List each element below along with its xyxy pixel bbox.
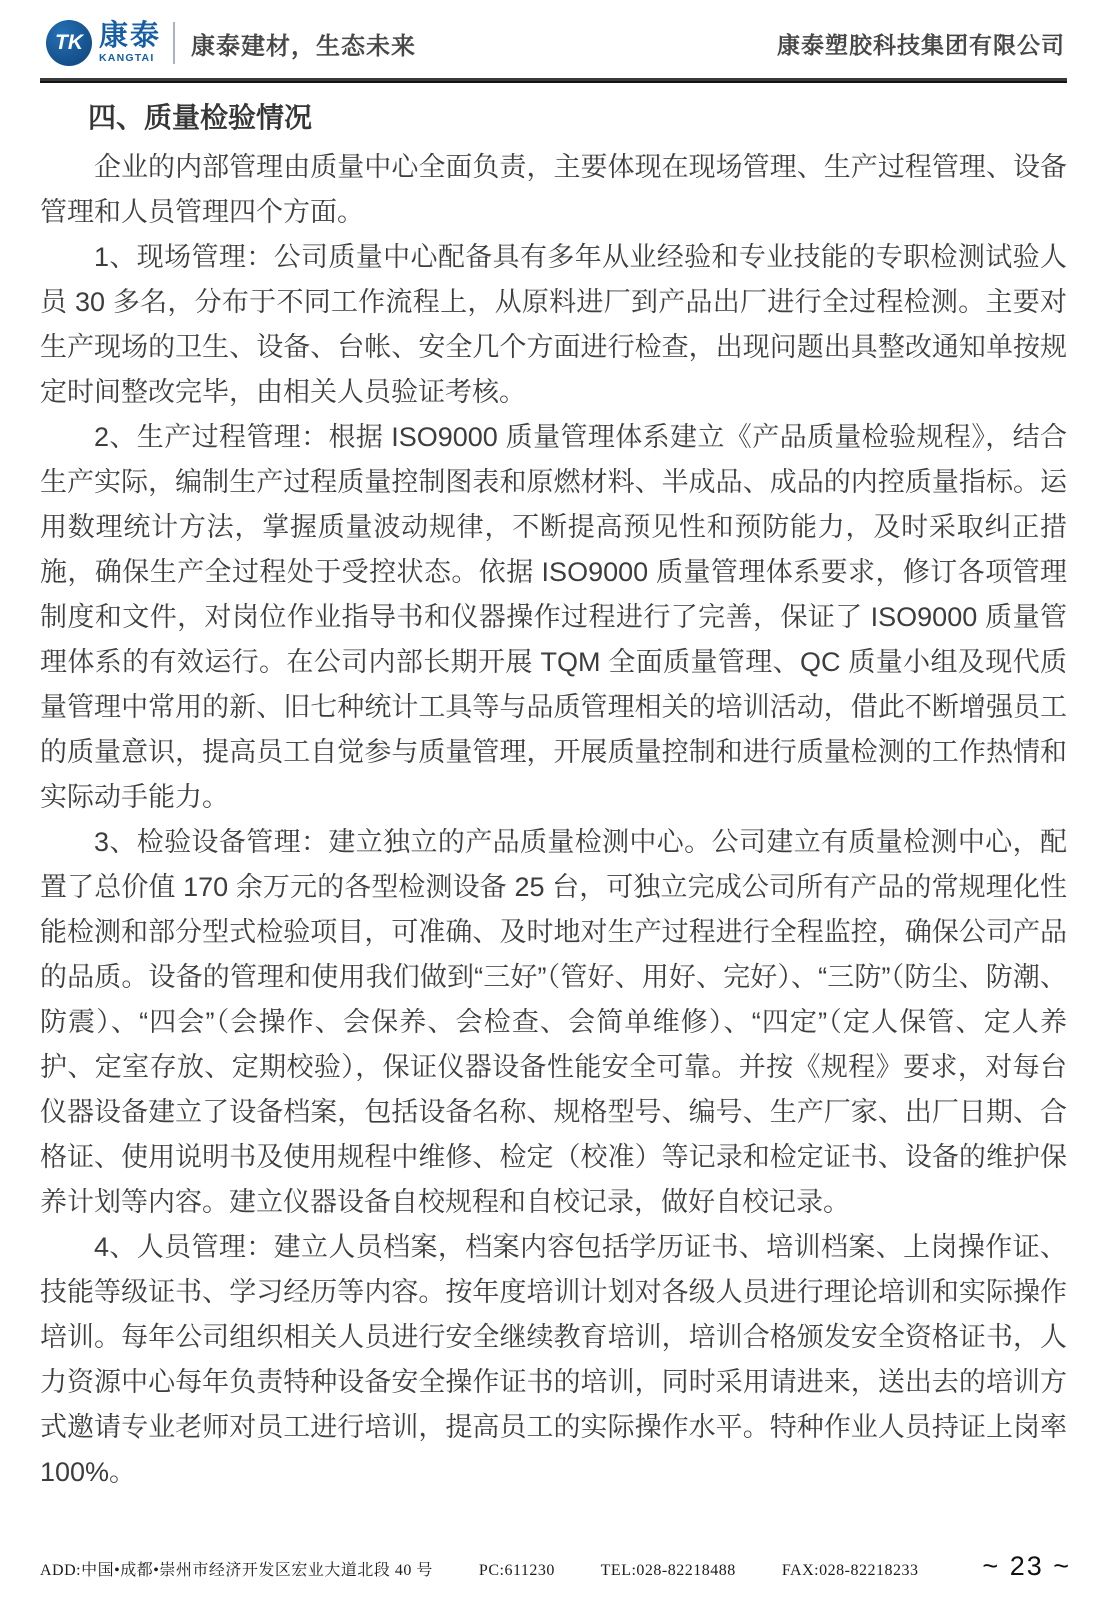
header-divider: [173, 22, 175, 64]
paragraph-equipment-management: 3、检验设备管理：建立独立的产品质量检测中心。公司建立有质量检测中心，配置了总价值 170 余万元的各型检测设备 25 台，可独立完成公司所有产品的常规理化性能检测和部分型式检验项目，可准确、及时地对生产过程进行全程监控，确保公司产品的品质。设备的管理和使用我们做到“三好”（管好、用好、完好）、“三防”（防尘、防潮、防震）、“四会”（会操作、会保养、会检查、会简单维修）、“四定”（定人保管、定人养护、定室存放、定期校验），保证仪器设备性能安全可靠。并按《规程》要求，对每台仪器设备建立了设备档案，包括设备名称、规格型号、编号、生产厂家、出厂日期、合格证、使用说明书及使用规程中维修、检定（校准）等记录和检定证书、设备的维护保养计划等内容。建立仪器设备自校规程和自校记录，做好自校记录。: [40, 827, 1067, 1217]
logo-monogram-icon: TK: [46, 20, 92, 66]
company-tagline: 康泰建材，生态未来: [191, 32, 417, 60]
page-footer: [0, 1553, 1107, 1600]
document-body: [0, 83, 1107, 1495]
footer-address: ADD:中国•成都•崇州市经济开发区宏业大道北段 40 号: [40, 1562, 433, 1579]
footer-contacts: [40, 1557, 918, 1580]
logo-wordmark: [99, 22, 161, 64]
footer-tel: TEL:028-82218488: [600, 1562, 736, 1579]
footer-fax: FAX:028-82218233: [781, 1562, 919, 1579]
paragraph-process-management: 2、生产过程管理：根据 ISO9000 质量管理体系建立《产品质量检验规程》，结合生产实际，编制生产过程质量控制图表和原燃材料、半成品、成品的内控质量指标。运用数理统计方法，掌握质量波动规律，不断提高预见性和预防能力，及时采取纠正措施，确保生产全过程处于受控状态。依据 ISO9000 质量管理体系要求，修订各项管理制度和文件，对岗位作业指导书和仪器操作过程进行了完善，保证了 ISO9000 质量管理体系的有效运行。在公司内部长期开展 TQM 全面质量管理、QC 质量小组及现代质量管理中常用的新、旧七种统计工具等与品质管理相关的培训活动，借此不断增强员工的质量意识，提高员工自觉参与质量管理，开展质量控制和进行质量检测的工作热情和实际动手能力。: [40, 422, 1068, 812]
logo-brand-cn: 康泰: [99, 20, 162, 53]
company-logo: [46, 20, 161, 66]
footer-postcode: PC:611230: [478, 1562, 555, 1579]
paragraph-intro: 企业的内部管理由质量中心全面负责，主要体现在现场管理、生产过程管理、设备管理和人员管理四个方面。: [40, 152, 1067, 227]
logo-brand-en: KANGTAI: [99, 52, 155, 65]
paragraph-personnel-management: 4、人员管理：建立人员档案，档案内容包括学历证书、培训档案、上岗操作证、技能等级证书、学习经历等内容。按年度培训计划对各级人员进行理论培训和实际操作培训。每年公司组织相关人员进行安全继续教育培训，培训合格颁发安全资格证书，人力资源中心每年负责特种设备安全操作证书的培训，同时采用请进来，送出去的培训方式邀请专业老师对员工进行培训，提高员工的实际操作水平。特种作业人员持证上岗率 100%。: [40, 1232, 1067, 1487]
paragraph-site-management: 1、现场管理：公司质量中心配备具有多年从业经验和专业技能的专职检测试验人员 30 多名，分布于不同工作流程上，从原料进厂到产品出厂进行全过程检测。主要对生产现场的卫生、设备、台帐、安全几个方面进行检查，出现问题出具整改通知单按规定时间整改完毕，由相关人员验证考核。: [40, 242, 1067, 407]
company-name: 康泰塑胶科技集团有限公司: [777, 31, 1065, 58]
page-number: ~ 23 ~: [982, 1551, 1071, 1581]
page-header: [0, 0, 1107, 66]
section-heading: 四、质量检验情况: [88, 102, 313, 133]
